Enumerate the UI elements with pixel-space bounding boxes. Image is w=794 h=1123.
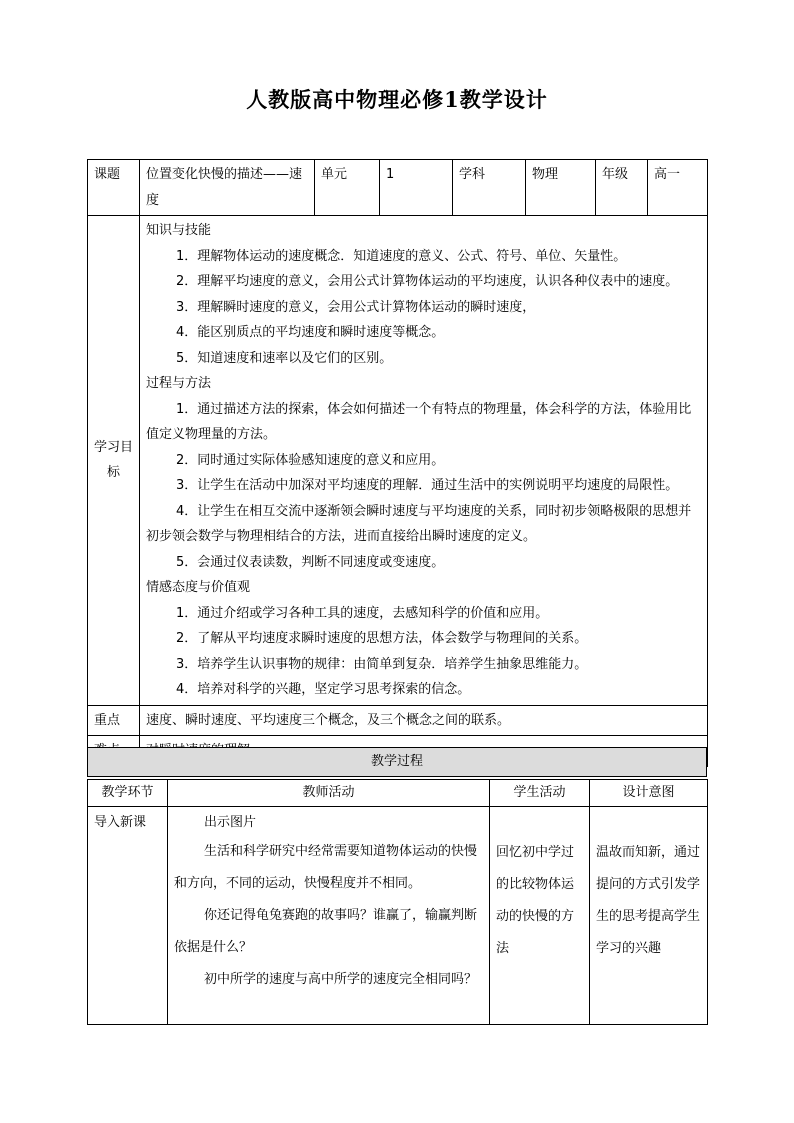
objectives-content <box>140 216 708 706</box>
subject-label: 学科 <box>453 160 526 216</box>
objectives-row <box>88 216 708 706</box>
design-intent-cell: 温故而知新，通过提问的方式引发学生的思考提高学生学习的兴趣 <box>590 807 708 1025</box>
objective-item: 3．让学生在活动中加深对平均速度的理解．通过生活中的实例说明平均速度的局限性。 <box>176 478 679 493</box>
objectives-heading: 过程与方法 <box>146 376 212 391</box>
subject-value: 物理 <box>526 160 596 216</box>
objective-item: 4．让学生在相互交流中逐渐领会瞬时速度与平均速度的关系，同时初步领略极限的思想并初步领会数学与物理相结合的方法，进而直接给出瞬时速度的定义。 <box>146 503 692 544</box>
objectives-heading: 情感态度与价值观 <box>146 580 251 595</box>
key-points-row <box>88 705 708 736</box>
process-header: 教学过程 <box>88 748 707 777</box>
objective-item: 1．通过描述方法的探索，体会如何描述一个有特点的物理量，体会科学的方法，体验用比值定义物理量的方法。 <box>146 401 692 442</box>
lesson-info-table <box>87 159 708 767</box>
objective-item: 2．理解平均速度的意义，会用公式计算物体运动的平均速度，认识各种仪表中的速度。 <box>176 274 679 289</box>
grade-value: 高一 <box>648 160 708 216</box>
column-header-intent: 设计意图 <box>590 780 708 807</box>
grade-label: 年级 <box>596 160 648 216</box>
teacher-activity-cell <box>168 807 490 1025</box>
unit-label: 单元 <box>315 160 380 216</box>
objective-item: 1．理解物体运动的速度概念．知道速度的意义、公式、符号、单位、矢量性。 <box>176 248 627 264</box>
teacher-activity-line: 你还记得龟兔赛跑的故事吗？谁赢了，输赢判断依据是什么？ <box>174 908 478 955</box>
process-column-headers <box>88 780 708 807</box>
teacher-activity-line: 出示图片 <box>204 815 257 830</box>
column-header-student: 学生活动 <box>490 780 590 807</box>
topic-value: 位置变化快慢的描述——速度 <box>140 160 315 216</box>
teacher-activity-line: 生活和科学研究中经常需要知道物体运动的快慢和方向，不同的运动，快慢程度并不相同。 <box>174 844 478 891</box>
objective-item: 2．同时通过实际体验感知速度的意义和应用。 <box>176 452 445 468</box>
key-points-value: 速度、瞬时速度、平均速度三个概念，及三个概念之间的联系。 <box>140 705 708 736</box>
stage-cell: 导入新课 <box>88 807 168 1025</box>
column-header-stage: 教学环节 <box>88 780 168 807</box>
unit-value: 1 <box>380 160 453 216</box>
document-title: 人教版高中物理必修1教学设计 <box>246 87 548 112</box>
objectives-heading: 知识与技能 <box>146 223 212 238</box>
objective-item: 3．理解瞬时速度的意义，会用公式计算物体运动的瞬时速度， <box>176 299 536 315</box>
process-table <box>87 779 708 1025</box>
student-activity-cell: 回忆初中学过的比较物体运动的快慢的方法 <box>490 807 590 1025</box>
process-row <box>88 807 708 1025</box>
key-points-label: 重点 <box>88 705 140 736</box>
teacher-activity-line: 初中所学的速度与高中所学的速度完全相同吗？ <box>204 972 478 987</box>
objectives-label: 学习目标 <box>88 216 140 706</box>
objective-item: 4．能区别质点的平均速度和瞬时速度等概念。 <box>176 325 445 340</box>
objective-item: 5．知道速度和速率以及它们的区别。 <box>176 350 393 366</box>
objective-item: 5．会通过仪表读数，判断不同速度或变速度。 <box>176 554 445 570</box>
objective-item: 2．了解从平均速度求瞬时速度的思想方法，体会数学与物理间的关系。 <box>176 631 588 646</box>
topic-label: 课题 <box>88 160 140 216</box>
column-header-teacher: 教师活动 <box>168 780 490 807</box>
objective-item: 1．通过介绍或学习各种工具的速度，去感知科学的价值和应用。 <box>176 605 549 621</box>
process-header-table <box>87 747 707 777</box>
objective-item: 3．培养学生认识事物的规律：由简单到复杂．培养学生抽象思维能力。 <box>176 656 588 672</box>
objective-item: 4．培养对科学的兴趣，坚定学习思考探索的信念。 <box>176 682 471 697</box>
info-row <box>88 160 708 216</box>
